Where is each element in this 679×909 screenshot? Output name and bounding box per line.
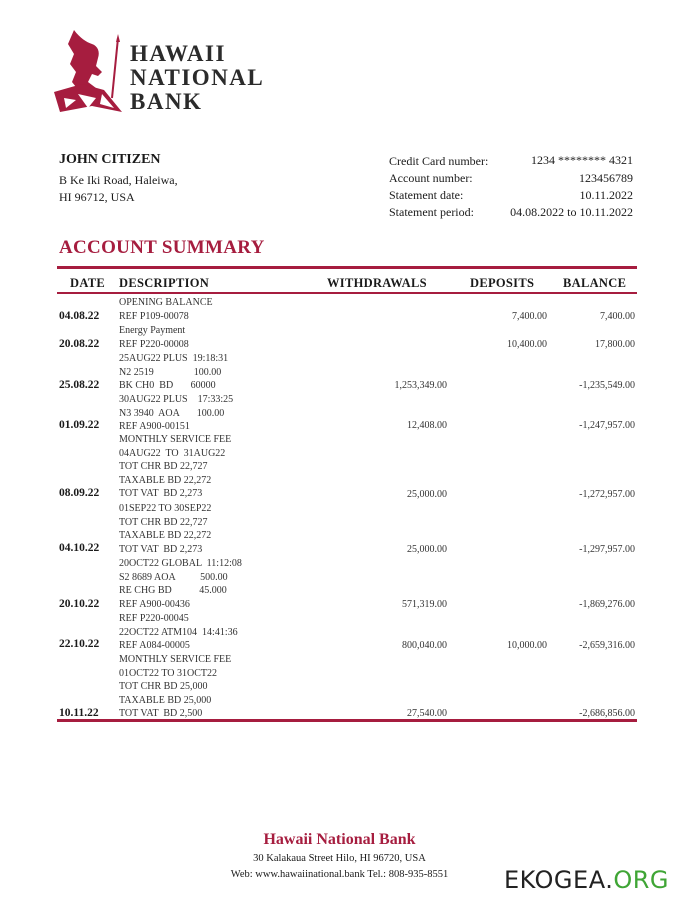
table-top-rule [57, 266, 637, 269]
row-date: 08.09.22 [59, 487, 100, 499]
desc-line: MONTHLY SERVICE FEE [119, 654, 232, 665]
row-date: 04.10.22 [59, 542, 100, 554]
row-withdrawal: 1,253,349.00 [394, 380, 447, 391]
table-row-desc [119, 324, 189, 351]
desc-line: 20OCT22 GLOBAL 11:12:08 [119, 558, 242, 569]
desc-line: REF A084-00005 [119, 640, 190, 651]
row-deposit: 10,000.00 [507, 640, 547, 651]
header-date: DATE [70, 276, 106, 290]
desc-line: N3 3940 AOA 100.00 [119, 407, 225, 419]
desc-line: 01OCT22 TO 31OCT22 [119, 667, 217, 679]
desc-line: S2 8689 AOA 500.00 [119, 571, 228, 583]
row-date: 04.08.22 [59, 310, 100, 322]
desc-line: TOT VAT BD 2,273 [119, 543, 203, 555]
watermark-part1: EKOGEA. [503, 866, 614, 894]
table-row-desc [119, 612, 238, 653]
desc-line: RE CHG BD 45.000 [119, 585, 227, 596]
row-withdrawal: 800,040.00 [402, 640, 447, 651]
desc-line: REF P220-00045 [119, 613, 189, 624]
desc-line: TOT CHR BD 25,000 [119, 681, 208, 692]
header-deposits: DEPOSITS [470, 276, 535, 290]
desc-line: MONTHLY SERVICE FEE [119, 434, 232, 445]
desc-line: TOT VAT BD 2,273 [119, 488, 203, 499]
row-deposit: 10,400.00 [507, 339, 547, 350]
statement-date-label: Statement date: [389, 188, 464, 202]
bank-name-line1: HAWAII [130, 41, 226, 66]
desc-line: OPENING BALANCE [119, 297, 213, 308]
table-row-desc [119, 557, 242, 611]
header-withdrawals: WITHDRAWALS [327, 276, 427, 290]
table-row-desc [119, 433, 231, 501]
desc-line: 01SEP22 TO 30SEP22 [119, 503, 212, 514]
desc-line: REF P220-00008 [119, 338, 189, 350]
desc-line: TAXABLE BD 25,000 [119, 694, 212, 706]
statement-period-label: Statement period: [389, 205, 474, 219]
row-withdrawal: 27,540.00 [407, 708, 447, 719]
footer-address: 30 Kalakaua Street Hilo, HI 96720, USA [253, 853, 426, 864]
desc-line: 25AUG22 PLUS 19:18:31 [119, 353, 229, 364]
row-deposit: 7,400.00 [512, 311, 547, 322]
desc-line: N2 2519 100.00 [119, 366, 222, 378]
row-balance: -1,869,276.00 [579, 599, 635, 610]
footer-bank-name: Hawaii National Bank [263, 831, 416, 848]
account-summary-title: ACCOUNT SUMMARY [59, 237, 265, 258]
row-balance: -1,272,957.00 [579, 489, 635, 500]
row-withdrawal: 571,319.00 [402, 599, 447, 610]
footer-contact: Web: www.hawaiinational.bank Tel.: 808-935-8551 [230, 869, 449, 880]
row-withdrawal: 12,408.00 [407, 420, 447, 431]
table-bottom-rule [57, 719, 637, 722]
desc-line: REF P109-00078 [119, 310, 189, 322]
row-balance: -2,659,316.00 [579, 640, 635, 651]
row-balance: -1,235,549.00 [579, 380, 635, 391]
desc-line: REF A900-00436 [119, 598, 190, 610]
desc-line: TAXABLE BD 22,272 [119, 530, 212, 541]
desc-line: REF A900-00151 [119, 421, 190, 432]
desc-line: TOT CHR BD 22,727 [119, 516, 208, 528]
desc-line: BK CH0 BD 60000 [119, 380, 216, 391]
row-date: 22.10.22 [59, 638, 100, 650]
table-row-desc [119, 352, 228, 393]
desc-line: 30AUG22 PLUS 17:33:25 [119, 394, 234, 405]
table-row-desc [119, 502, 211, 556]
table-row-desc [119, 393, 233, 434]
watermark [504, 866, 669, 894]
card-number-value: 1234 ******** 4321 [531, 153, 633, 167]
warrior-logo-icon [52, 28, 124, 114]
desc-line: TOT VAT BD 2,500 [119, 708, 203, 719]
row-withdrawal: 25,000.00 [407, 544, 447, 555]
row-balance: -2,686,856.00 [579, 708, 635, 719]
header-balance: BALANCE [563, 276, 627, 290]
row-balance: 7,400.00 [600, 311, 635, 322]
account-number-value: 123456789 [579, 171, 633, 185]
row-balance: -1,297,957.00 [579, 544, 635, 555]
table-header-rule [57, 292, 637, 294]
card-number-label: Credit Card number: [389, 154, 489, 168]
bank-name-line2: NATIONAL [130, 65, 265, 90]
desc-line: TOT CHR BD 22,727 [119, 461, 208, 472]
customer-address [59, 172, 178, 206]
header-description: DESCRIPTION [119, 276, 210, 290]
desc-line: 04AUG22 TO 31AUG22 [119, 447, 226, 459]
row-date: 20.08.22 [59, 338, 100, 350]
row-balance: 17,800.00 [595, 339, 635, 350]
bank-logo-text [130, 42, 264, 114]
customer-address-line1: B Ke Iki Road, Haleiwa, [59, 173, 178, 187]
row-date: 25.08.22 [59, 379, 100, 391]
bank-name-line3: BANK [130, 89, 203, 114]
row-balance: -1,247,957.00 [579, 420, 635, 431]
desc-line: TAXABLE BD 22,272 [119, 474, 212, 486]
row-date: 20.10.22 [59, 598, 100, 610]
row-date: 01.09.22 [59, 419, 100, 431]
row-date: 10.11.22 [59, 707, 99, 719]
customer-name: JOHN CITIZEN [59, 152, 161, 167]
account-number-label: Account number: [389, 171, 473, 185]
customer-address-line2: HI 96712, USA [59, 190, 135, 204]
table-row-desc [119, 296, 213, 323]
watermark-part2: ORG [613, 866, 669, 894]
row-withdrawal: 25,000.00 [407, 489, 447, 500]
statement-period-value: 04.08.2022 to 10.11.2022 [510, 205, 633, 219]
desc-line: Energy Payment [119, 325, 186, 336]
table-row-desc [119, 653, 231, 721]
desc-line: 22OCT22 ATM104 14:41:36 [119, 626, 238, 638]
statement-date-value: 10.11.2022 [579, 188, 633, 202]
